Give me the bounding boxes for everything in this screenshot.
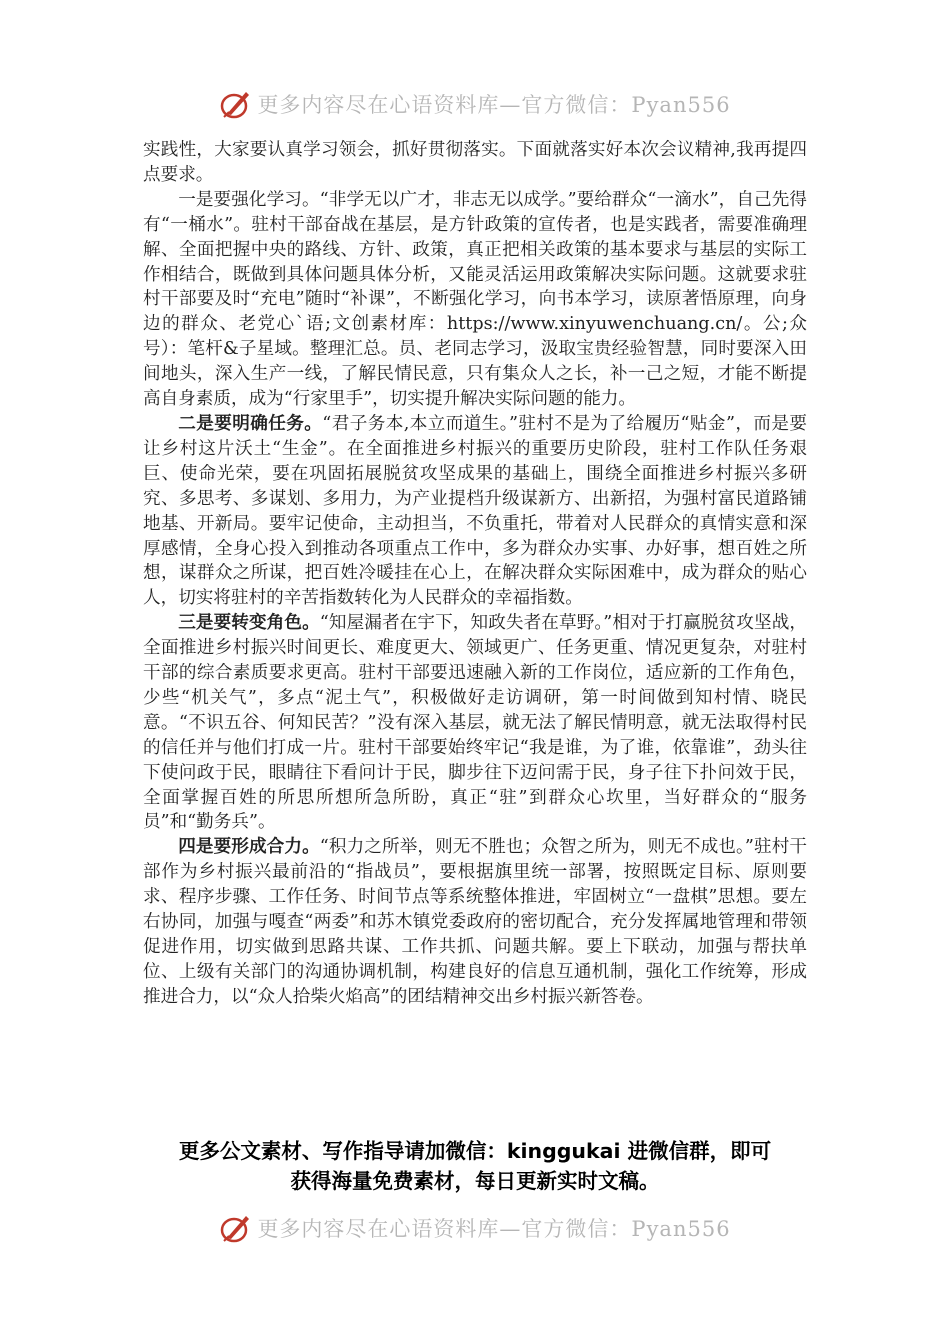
footer-banner-text: 更多内容尽在心语资料库—官方微信：Pyan556 xyxy=(257,1217,731,1241)
quill-logo-icon xyxy=(219,1211,253,1245)
document-body xyxy=(143,138,807,1010)
footer-banner xyxy=(0,1208,950,1248)
point-heading: 四是要形成合力。 xyxy=(178,836,320,858)
paragraph-point-1: 一是要强化学习。“非学无以广才，非志无以成学。”要给群众“一滴水”，自己先得有“一桶水”。驻村干部奋战在基层，是方针政策的宣传者，也是实践者，需要准确理解、全面把握中央的路线、方针、政策，真正把相关政策的基本要求与基层的实际工作相结合，既做到具体问题具体分析，又能灵活运用政策解决实际问题。这就要求驻村干部要及时“充电”随时“补课”，不断强化学习，向书本学习，读原著悟原理，向身边的群众、老党心`语;文创素材库：https://www.xinyuwenchuang.cn/。公;众号）：笔杆&子星域。整理汇总。员、老同志学习，汲取宝贵经验智慧，同时要深入田间地头，深入生产一线，了解民情民意，只有集众人之长，补一己之短，才能不断提高自身素质，成为“行家里手”，切实提升解决实际问题的能力。 xyxy=(143,189,807,410)
quill-logo-icon xyxy=(219,87,253,121)
header-banner xyxy=(0,84,950,124)
paragraph-point-3: 三是要转变角色。“知屋漏者在宇下，知政失者在草野。”相对于打赢脱贫攻坚战，全面推进乡村振兴时间更长、难度更大、领域更广、任务更重、情况更复杂，对驻村干部的综合素质要求更高。驻村干部要迅速融入新的工作岗位，适应新的工作角色，少些“机关气”，多点“泥土气”，积极做好走访调研，第一时间做到知村情、晓民意。“不识五谷、何知民苦？”没有深入基层，就无法了解民情明意，就无法取得村民的信任并与他们打成一片。驻村干部要始终牢记“我是谁，为了谁，依靠谁”，劲头往下使问政于民，眼睛往下看问计于民，脚步往下迈问需于民，身子往下扑问效于民，全面掌握百姓的所思所想所急所盼，真正“驻”到群众心坎里，当好群众的“服务员”和“勤务兵”。 xyxy=(143,612,807,833)
paragraph-point-2: 二是要明确任务。“君子务本,本立而道生。”驻村不是为了给履历“贴金”，而是要让乡村这片沃土“生金”。在全面推进乡村振兴的重要历史阶段，驻村工作队任务艰巨、使命光荣，要在巩固拓展脱贫攻坚成果的基础上，围绕全面推进乡村振兴多研究、多思考、多谋划、多用力，为产业提档升级谋新方、出新招，为强村富民道路铺地基、开新局。要牢记使命，主动担当，不负重托，带着对人民群众的真情实意和深厚感情，全身心投入到推动各项重点工作中，多为群众办实事、办好事，想百姓之所想，谋群众之所谋，把百姓冷暖挂在心上，在解决群众实际困难中，成为群众的贴心人，切实将驻村的辛苦指数转化为人民群众的幸福指数。 xyxy=(143,412,807,609)
header-banner-text: 更多内容尽在心语资料库—官方微信：Pyan556 xyxy=(257,93,731,117)
footer-promo-line-1: 更多公文素材、写作指导请加微信：kinggukai 进微信群，即可 xyxy=(178,1139,772,1163)
paragraph-point-4: 四是要形成合力。“积力之所举，则无不胜也；众智之所为，则无不成也。”驻村干部作为乡村振兴最前沿的“指战员”，要根据旗里统一部署，按照既定目标、原则要求、程序步骤、工作任务、时间节点等系统整体推进，牢固树立“一盘棋”思想。要左右协同，加强与嘎查“两委”和苏木镇党委政府的密切配合，充分发挥属地管理和带领促进作用，切实做到思路共谋、工作共抓、问题共解。要上下联动，加强与帮扶单位、上级有关部门的沟通协调机制，构建良好的信息互通机制，强化工作统筹，形成推进合力，以“众人拾柴火焰高”的团结精神交出乡村振兴新答卷。 xyxy=(143,836,807,1007)
point-heading: 二是要明确任务。 xyxy=(178,412,323,434)
footer-promo-note xyxy=(120,1136,830,1196)
paragraph-intro: 实践性，大家要认真学习领会，抓好贯彻落实。下面就落实好本次会议精神,我再提四点要求。 xyxy=(143,140,807,185)
footer-promo-line-2: 获得海量免费素材，每日更新实时文稿。 xyxy=(290,1169,660,1193)
point-heading: 三是要转变角色。 xyxy=(178,612,320,634)
